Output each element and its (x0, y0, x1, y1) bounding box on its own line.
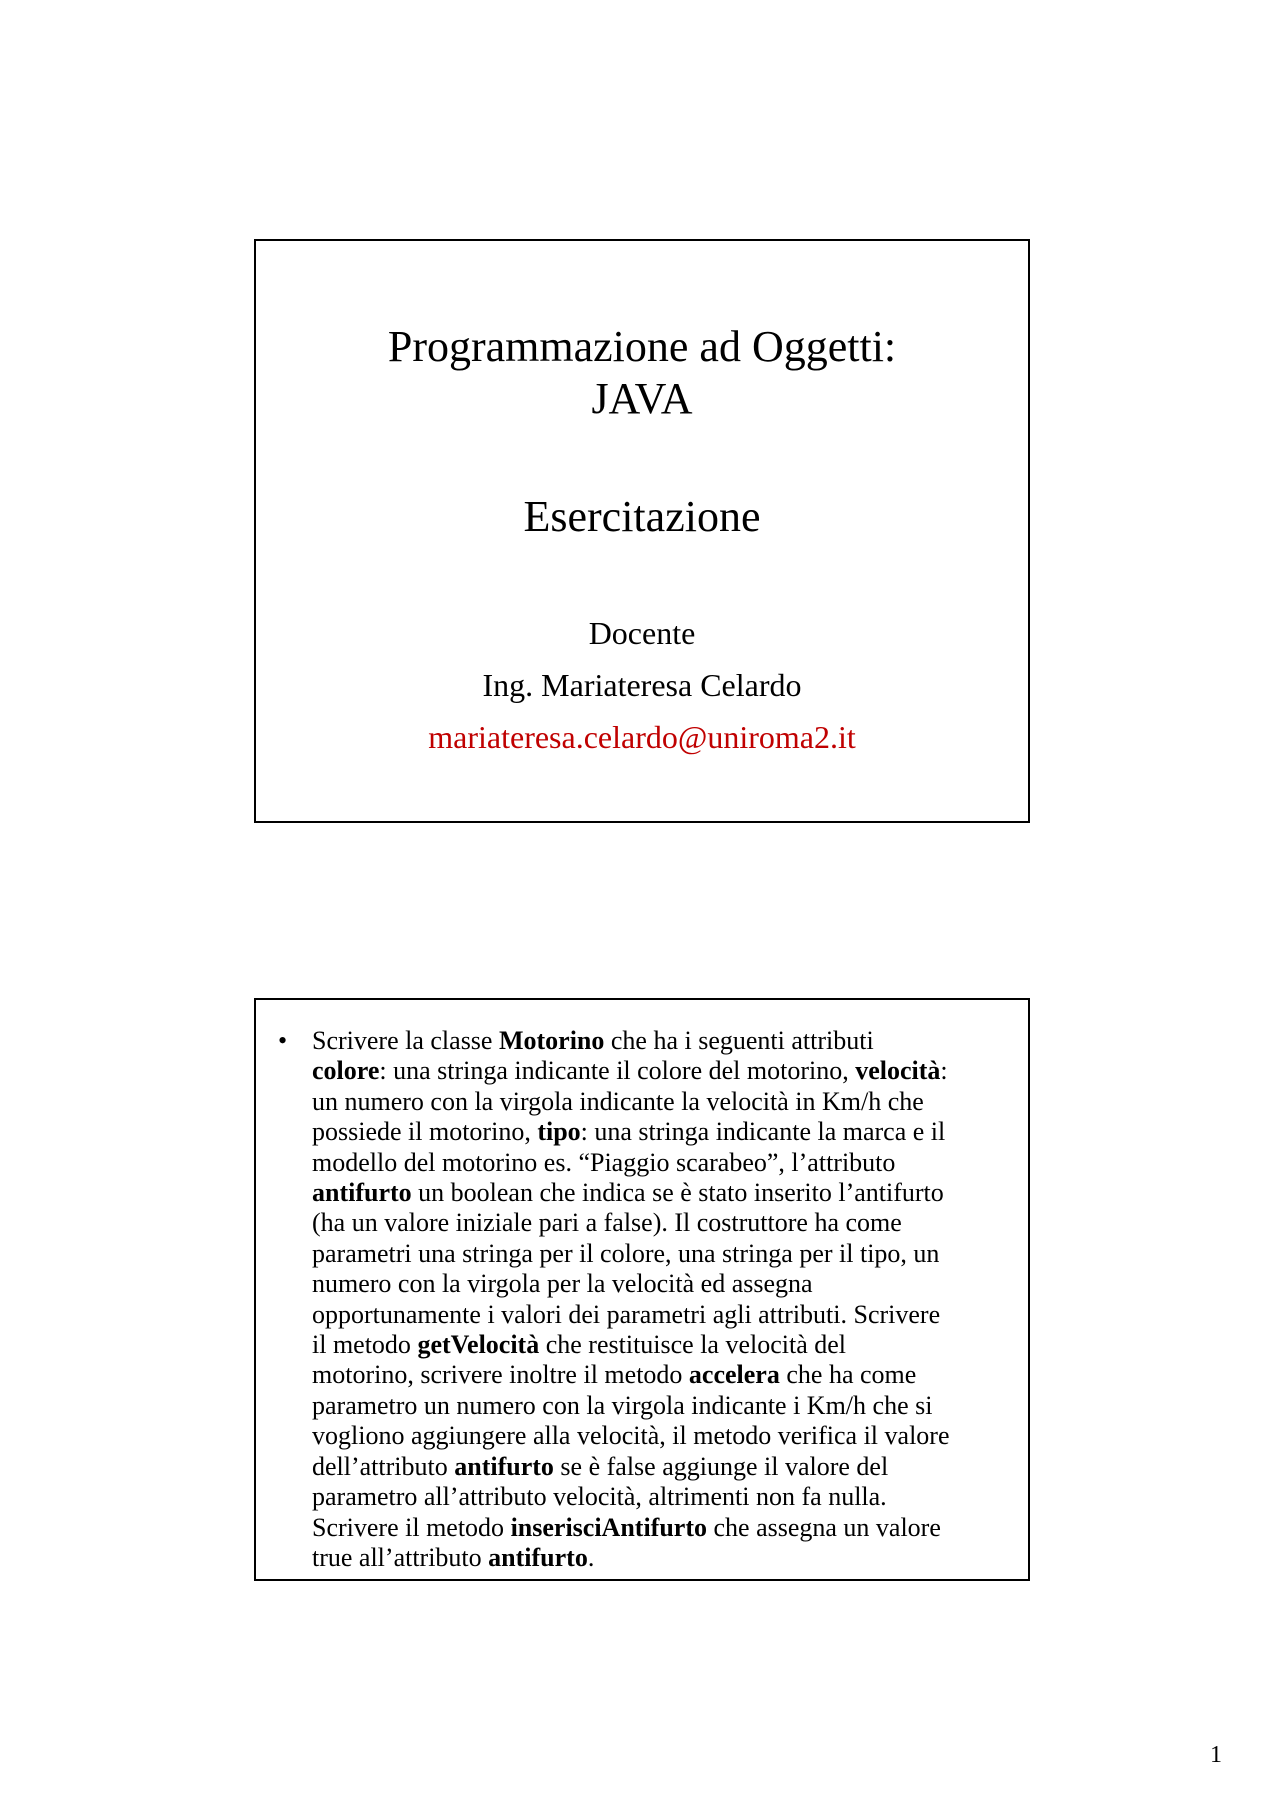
title-slide (254, 239, 1030, 823)
teacher-info (256, 607, 1028, 763)
title-line-1: Programmazione ad Oggetti: (387, 322, 897, 371)
text-run: (ha un valore iniziale pari a false). Il costruttore ha come (312, 1208, 902, 1238)
text-run: che assegna un valore (706, 1512, 941, 1542)
exercise-bullet (278, 1026, 1008, 1573)
text-run: un boolean che indica se è stato inserito l’antifurto (411, 1178, 944, 1208)
text-run: opportunamente i valori dei parametri agli attributi. Scrivere (312, 1299, 941, 1329)
text-run: motorino, scrivere inoltre il metodo (312, 1360, 689, 1390)
text-line (312, 1543, 1008, 1573)
text-run: parametro all’attributo velocità, altrimenti non fa nulla. (312, 1482, 887, 1512)
text-run: true all’attributo (312, 1542, 489, 1572)
bold-term: antifurto (454, 1451, 554, 1481)
text-line (312, 1360, 1008, 1390)
bold-term: antifurto (312, 1178, 412, 1208)
slide-subtitle: Esercitazione (523, 492, 761, 541)
bold-term: velocità (855, 1056, 941, 1086)
text-run: parametro un numero con la virgola indicante i Km/h che si (312, 1390, 933, 1420)
text-line (312, 1482, 1008, 1512)
text-run: possiede il motorino, (312, 1117, 538, 1147)
text-run: modello del motorino es. “Piaggio scarabeo”, l’attributo (312, 1147, 896, 1177)
text-line (312, 1452, 1008, 1482)
slide-title (256, 321, 1028, 425)
exercise-text (312, 1026, 1008, 1573)
bold-term: getVelocità (417, 1330, 540, 1360)
text-line (312, 1239, 1008, 1269)
bold-term: antifurto (488, 1542, 588, 1572)
text-run: Scrivere il metodo (312, 1512, 511, 1542)
text-line (312, 1087, 1008, 1117)
title-line-2: JAVA (591, 374, 693, 423)
text-run: Scrivere la classe (312, 1026, 499, 1055)
text-line (312, 1421, 1008, 1451)
text-line (312, 1026, 1008, 1056)
text-line (312, 1269, 1008, 1299)
text-line (312, 1300, 1008, 1330)
text-line (312, 1391, 1008, 1421)
text-run: che ha come (779, 1360, 917, 1390)
text-run: : una stringa indicante la marca e il (580, 1117, 946, 1147)
text-run: dell’attributo (312, 1451, 455, 1481)
bold-term: inserisciAntifurto (510, 1512, 707, 1542)
bold-term: Motorino (498, 1026, 605, 1055)
text-run: : una stringa indicante il colore del motorino, (379, 1056, 856, 1086)
text-run: se è false aggiunge il valore del (553, 1451, 889, 1481)
teacher-name: Ing. Mariateresa Celardo (482, 667, 802, 703)
bullet-icon: • (278, 1026, 288, 1055)
text-line (312, 1208, 1008, 1238)
text-line (312, 1330, 1008, 1360)
text-line (312, 1148, 1008, 1178)
text-run: : (940, 1056, 948, 1086)
text-run: il metodo (312, 1330, 418, 1360)
text-line (312, 1513, 1008, 1543)
text-run: . (587, 1542, 595, 1572)
page-number: 1 (1210, 1742, 1222, 1768)
exercise-slide (254, 998, 1030, 1581)
text-run: numero con la virgola per la velocità ed assegna (312, 1269, 813, 1299)
text-run: parametri una stringa per il colore, una stringa per il tipo, un (312, 1238, 940, 1268)
bold-term: colore (312, 1056, 380, 1086)
email-address: mariateresa.celardo@uniroma2.it (428, 719, 856, 755)
bold-term: tipo (537, 1117, 581, 1147)
text-run: un numero con la virgola indicante la velocità in Km/h che (312, 1086, 924, 1116)
text-line (312, 1178, 1008, 1208)
text-run: vogliono aggiungere alla velocità, il metodo verifica il valore (312, 1421, 950, 1451)
text-line (312, 1056, 1008, 1086)
role-label: Docente (588, 615, 696, 651)
text-line (312, 1117, 1008, 1147)
text-run: che ha i seguenti attributi (604, 1026, 874, 1055)
text-run: che restituisce la velocità del (539, 1330, 847, 1360)
bold-term: accelera (688, 1360, 780, 1390)
